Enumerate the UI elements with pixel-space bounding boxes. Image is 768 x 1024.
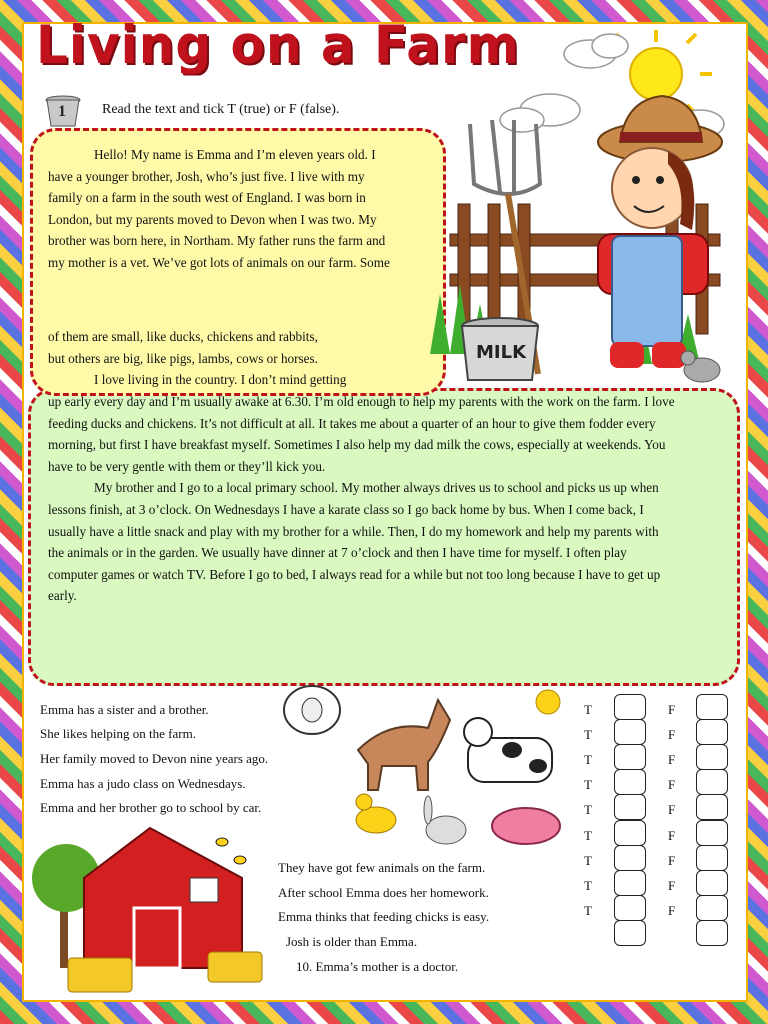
- text-line: up early every day and I’m usually awake at 6.30. I’m old enough to help my parents with the work on the farm. I love: [48, 394, 675, 409]
- farmer-illustration: [430, 24, 730, 384]
- false-label: F: [668, 702, 676, 717]
- false-checkbox[interactable]: [696, 794, 728, 820]
- true-label: T: [584, 902, 592, 918]
- duck-icon: [356, 794, 396, 833]
- false-checkbox[interactable]: [696, 769, 728, 795]
- page-title: Living on a Farm: [36, 14, 520, 76]
- true-checkbox[interactable]: [614, 694, 646, 720]
- barn-icon: [84, 828, 242, 968]
- question-5: Emma and her brother go to school by car.: [40, 800, 262, 815]
- true-label: T: [584, 777, 592, 793]
- horse-icon: [358, 700, 450, 790]
- false-label: F: [668, 777, 676, 793]
- text-line: lessons finish, at 3 o’clock. On Wednesdays I have a karate class so I go back home by bus. When I come back, I: [48, 501, 644, 517]
- text-line: feeding ducks and chickens. It’s not difficult at all. It takes me about a quarter of an hour to give them fodder every: [48, 415, 656, 431]
- question-10: 10. Emma’s mother is a doctor.: [296, 959, 459, 974]
- instruction: Read the text and tick T (true) or F (false).: [102, 102, 340, 117]
- text-line: brother was born here, in Northam. My father runs the farm and: [48, 233, 386, 249]
- exercise-number: 1: [58, 103, 66, 120]
- text-line: of them are small, like ducks, chickens and rabbits,: [48, 329, 318, 344]
- text-line: London, but my parents moved to Devon when I was two. My: [48, 211, 377, 227]
- cow-icon: [464, 718, 552, 782]
- true-label: T: [584, 802, 592, 818]
- question-9: Josh is older than Emma.: [286, 934, 418, 949]
- pig-icon: [492, 808, 560, 844]
- text-line: Hello! My name is Emma and I’m eleven years old. I: [94, 147, 376, 162]
- false-checkbox[interactable]: [696, 870, 728, 896]
- true-label: T: [584, 877, 592, 893]
- text-line: my mother is a vet. We’ve got lots of animals on our farm. Some: [48, 254, 390, 270]
- question-3: Her family moved to Devon nine years ago.: [40, 751, 269, 766]
- question-1: Emma has a sister and a brother.: [40, 702, 209, 717]
- false-label: F: [668, 877, 676, 893]
- text-line: My brother and I go to a local primary school. My mother always drives us to school and picks us up when: [94, 480, 659, 496]
- false-checkbox[interactable]: [696, 895, 728, 921]
- exercise-number-badge: [44, 94, 82, 128]
- false-label: F: [668, 752, 676, 768]
- true-label: T: [584, 852, 592, 868]
- true-checkbox[interactable]: [614, 820, 646, 846]
- animals-illustration: [278, 680, 578, 850]
- text-line: morning, but first I have breakfast myself. Sometimes I also help my dad milk the cows, especially at weekends. You: [48, 437, 666, 453]
- text-line: usually have a little snack and play with my brother for a while. Then, I do my homework and help my parents with: [48, 523, 659, 539]
- text-line: but others are big, like pigs, lambs, cows or horses.: [48, 350, 318, 366]
- question-7: After school Emma does her homework.: [278, 885, 489, 900]
- reading-text-middle: [48, 326, 428, 391]
- question-8: Emma thinks that feeding chicks is easy.: [278, 909, 490, 924]
- true-label: T: [584, 727, 592, 743]
- true-label: T: [584, 702, 592, 717]
- false-checkbox[interactable]: [696, 719, 728, 745]
- reading-text-top: [48, 144, 428, 274]
- barn-illustration: [26, 818, 276, 998]
- false-checkbox[interactable]: [696, 694, 728, 720]
- true-checkbox[interactable]: [614, 845, 646, 871]
- true-checkbox[interactable]: [614, 744, 646, 770]
- false-checkbox[interactable]: [696, 820, 728, 846]
- question-2: She likes helping on the farm.: [40, 726, 196, 741]
- text-line: computer games or watch TV. Before I go to bed, I always read for a while but not too long because I have to get up: [48, 566, 661, 582]
- text-line: have a younger brother, Josh, who’s just five. I live with my: [48, 168, 365, 184]
- false-label: F: [668, 902, 676, 918]
- false-checkbox[interactable]: [696, 744, 728, 770]
- mouse-icon: [681, 351, 720, 382]
- rabbit-icon: [424, 796, 466, 844]
- false-label: F: [668, 827, 676, 843]
- milk-label: MILK: [476, 342, 527, 363]
- false-label: F: [668, 802, 676, 818]
- question-4: Emma has a judo class on Wednesdays.: [40, 776, 246, 791]
- false-checkbox[interactable]: [696, 920, 728, 946]
- true-checkbox[interactable]: [614, 794, 646, 820]
- text-line: family on a farm in the south west of England. I was born in: [48, 190, 366, 206]
- bee-icon: [216, 838, 246, 864]
- true-checkbox[interactable]: [614, 719, 646, 745]
- text-line: the animals or in the garden. We usually have dinner at 7 o’clock and then I have time for myself. I often play: [48, 545, 627, 561]
- true-checkbox[interactable]: [614, 870, 646, 896]
- text-line: I love living in the country. I don’t mind getting: [94, 372, 347, 388]
- text-line: early.: [48, 588, 77, 604]
- sheep-icon: [284, 686, 340, 734]
- true-label: T: [584, 827, 592, 843]
- reading-text-bottom: [48, 391, 728, 607]
- text-line: have to be very gentle with them or they’ll kick you.: [48, 458, 326, 474]
- true-checkbox[interactable]: [614, 769, 646, 795]
- true-checkbox[interactable]: [614, 920, 646, 946]
- false-label: F: [668, 852, 676, 868]
- true-label: T: [584, 752, 592, 768]
- chick-icon: [536, 690, 560, 714]
- true-checkbox[interactable]: [614, 895, 646, 921]
- false-label: F: [668, 727, 676, 743]
- false-checkbox[interactable]: [696, 845, 728, 871]
- question-6: They have got few animals on the farm.: [278, 860, 486, 875]
